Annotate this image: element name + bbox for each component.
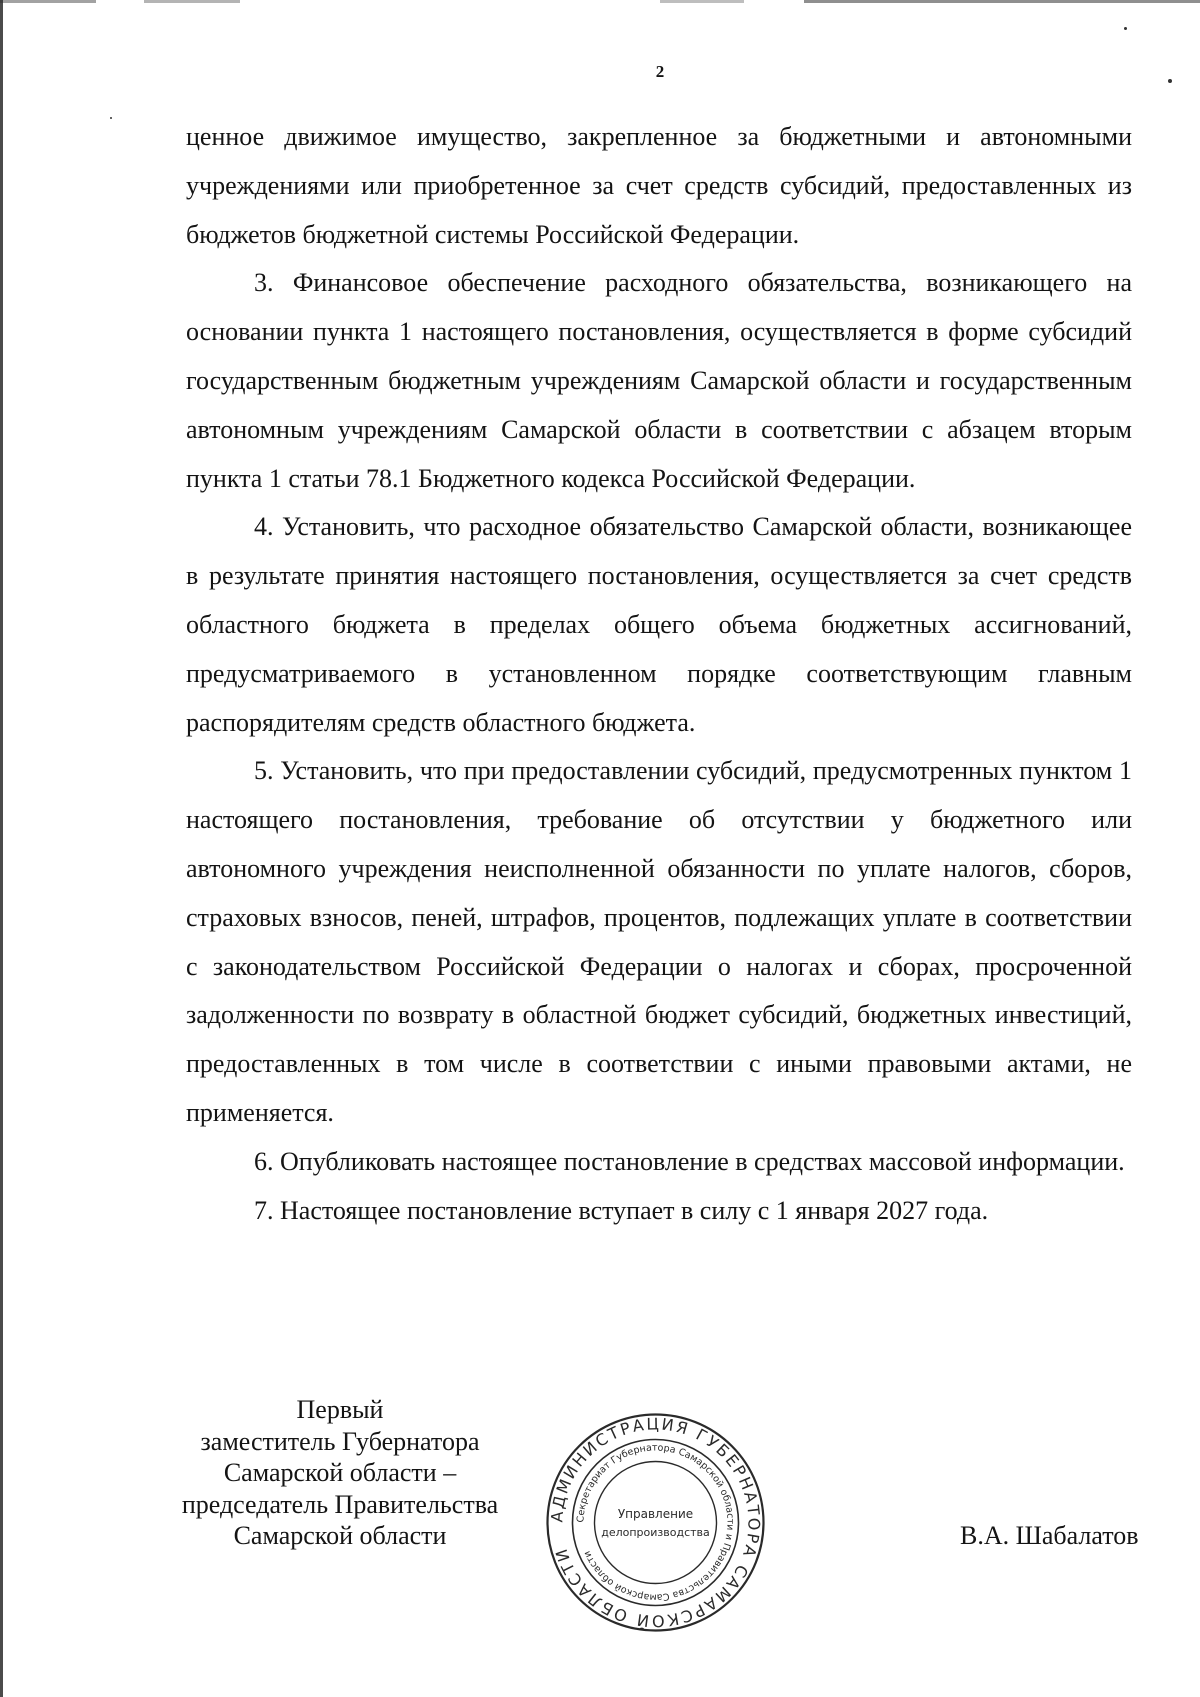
- signature-position-line: Первый: [296, 1395, 384, 1424]
- scan-speck: [110, 117, 112, 119]
- seal-center-line-2: делопроизводства: [601, 1526, 710, 1539]
- seal-middle-ring: [573, 1440, 739, 1606]
- signature-position-line: заместитель Губернатора: [200, 1426, 480, 1456]
- signature-position-line: председатель Правительства: [181, 1489, 499, 1519]
- page-number: 2: [655, 62, 665, 81]
- paragraph-5: 5. Установить, что при предоставлении субсидий, предусмотренных пунктом 1 настоящего постановления, требование об отсутствии у бюджетного или автономного учреждения неисполненной обязанности по уплате налогов, сборов, страховых взносов, пеней, штрафов, процентов, подлежащих уплате в соответствии с законодательством Российской Федерации о налогах и сборах, просроченной задолженности по возврату в областной бюджет субсидий, бюджетных инвестиций, предоставленных в том числе в соответствии с иными правовыми актами, не применяется.: [186, 756, 1132, 1127]
- paragraph-4: 4. Установить, что расходное обязательство Самарской области, возникающее в результате принятия настоящего постановления, осуществляется за счет средств областного бюджета в пределах общего объема бюджетных ассигнований, предусматриваемого в установленном порядке соответствующим главным распорядителям средств областного бюджета.: [186, 512, 1132, 737]
- scan-speck: [1124, 27, 1127, 30]
- official-seal: [543, 1410, 768, 1635]
- paragraph-3: 3. Финансовое обеспечение расходного обязательства, возникающего на основании пункта 1 настоящего постановления, осуществляется в форме субсидий государственным бюджетным учреждениям Самарской области и государственным автономным учреждениям Самарской области в соответствии с абзацем вторым пункта 1 статьи 78.1 Бюджетного кодекса Российской Федерации.: [186, 268, 1132, 493]
- seal-center-line-1: Управление: [617, 1507, 694, 1521]
- scan-edge-top: [0, 0, 1200, 3]
- paragraph-6: 6. Опубликовать настоящее постановление в средствах массовой информации.: [254, 1146, 1125, 1176]
- signature-position-line: Самарской области –: [223, 1458, 457, 1487]
- scan-edge-left: [0, 0, 3, 1697]
- signature-position: [150, 1394, 530, 1552]
- paragraph-7: 7. Настоящее постановление вступает в силу с 1 января 2027 года.: [254, 1195, 989, 1225]
- signer-name: В.А. Шабалатов: [960, 1521, 1139, 1550]
- signature-position-line: Самарской области: [233, 1521, 447, 1550]
- seal-inner-text: Секретариат Губернатора Самарской области и Правительства Самарской области: [575, 1442, 736, 1603]
- seal-outer-text: АДМИНИСТРАЦИЯ ГУБЕРНАТОРА САМАРСКОЙ ОБЛАСТИ: [547, 1414, 764, 1631]
- document-body: [186, 113, 1132, 1235]
- paragraph-continuation: ценное движимое имущество, закрепленное за бюджетными и автономными учреждениями или приобретенное за счет средств субсидий, предоставленных из бюджетов бюджетной системы Российской Федерации.: [186, 122, 1132, 249]
- seal-inner-ring: [595, 1462, 717, 1584]
